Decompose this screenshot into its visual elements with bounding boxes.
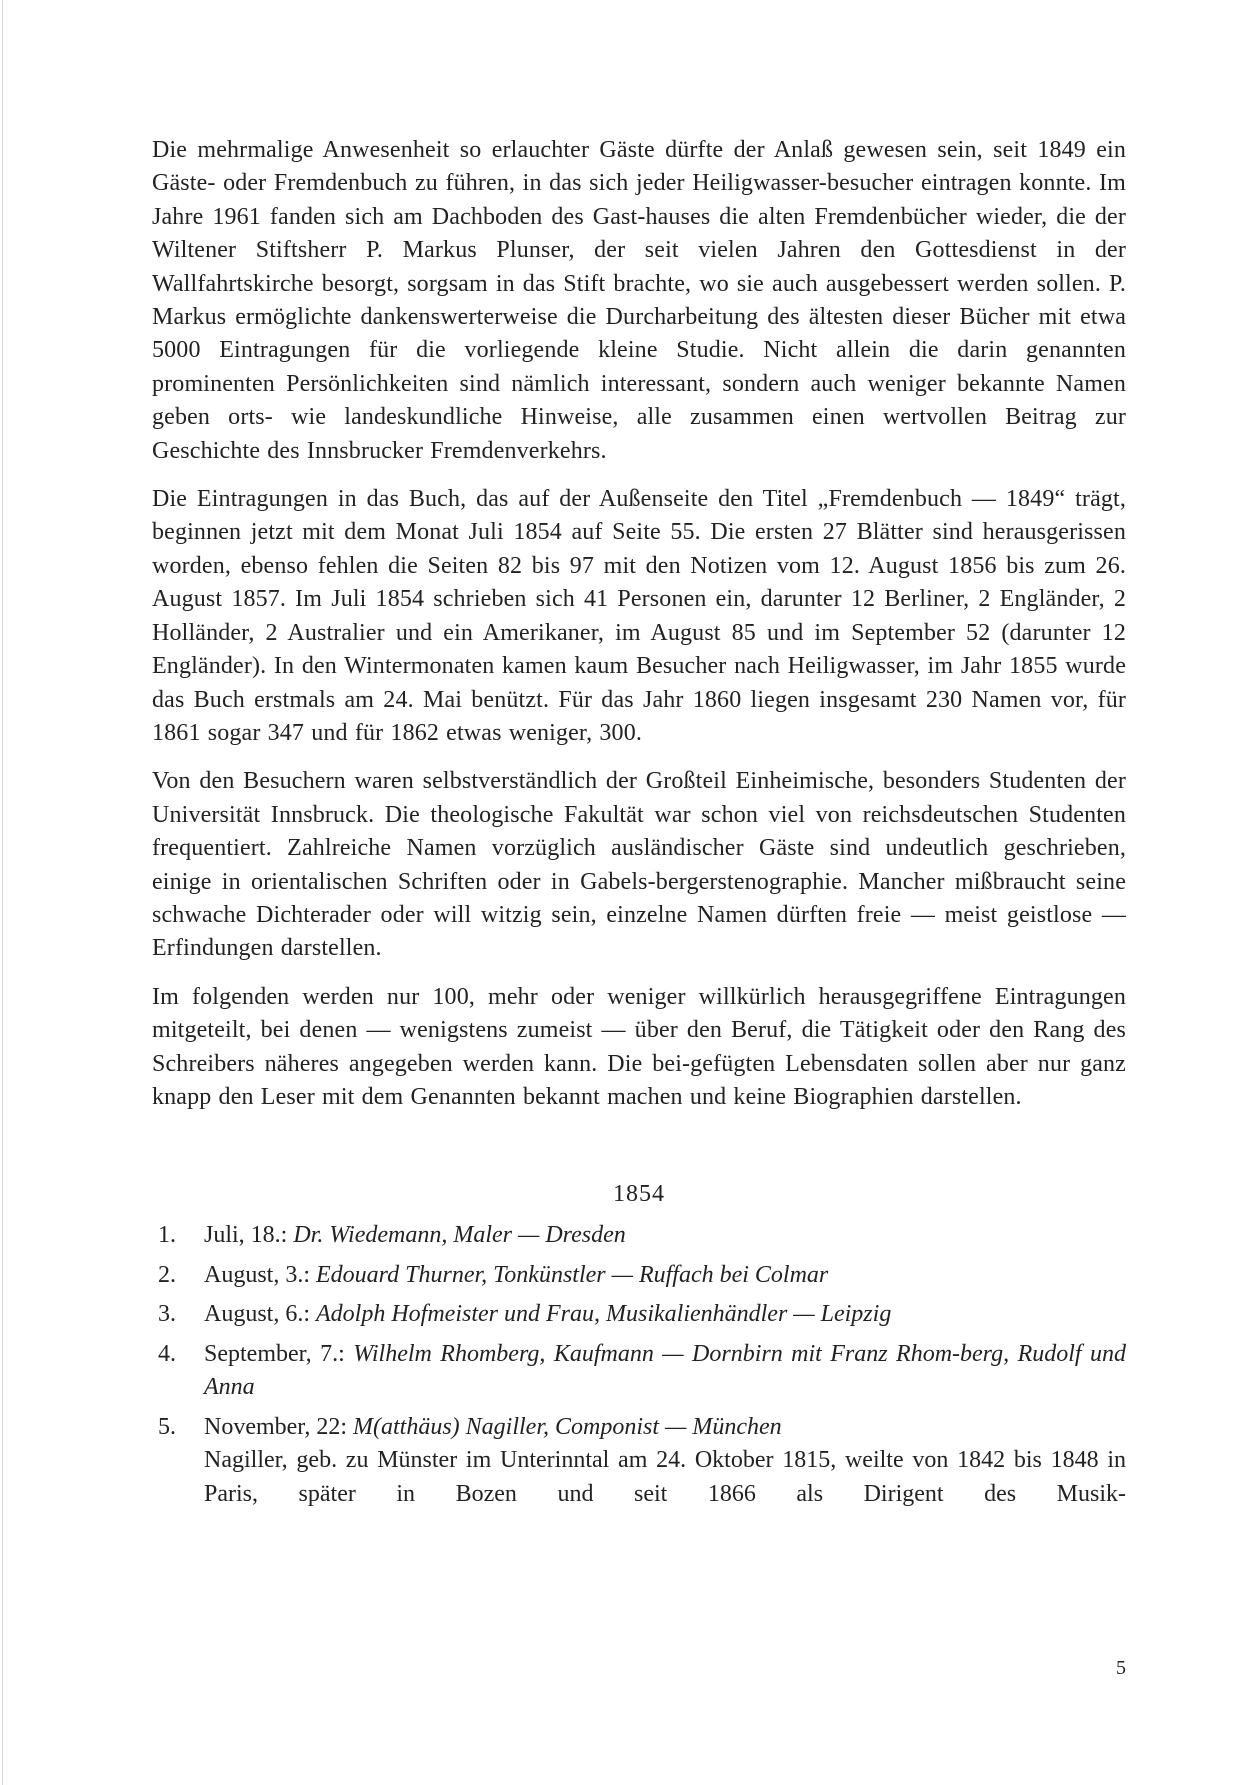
entry-number: 1. [158, 1222, 176, 1249]
list-item [152, 1338, 1126, 1405]
entry-text: Adolph Hofmeister und Frau, Musikalienhändler — Leipzig [316, 1301, 892, 1328]
entry-body [204, 1411, 1126, 1445]
entry-text: Wilhelm Rhomberg, Kaufmann — Dornbirn mit Franz Rhom-berg, Rudolf und Anna [204, 1340, 1126, 1401]
page-number: 5 [1116, 1657, 1126, 1679]
entry-body [204, 1219, 1126, 1253]
list-item [152, 1411, 1126, 1512]
entry-text: M(atthäus) Nagiller, Componist — München [353, 1413, 782, 1440]
paragraph-3: Von den Besuchern waren selbstverständlich der Großteil Einheimische, besonders Studenten der Universität Innsbruck. Die theologische Fakultät war schon viel von reichsdeutschen Studenten frequentiert. Zahlreiche Namen vorzüglich ausländischer Gäste sind undeutlich geschrieben, einige in orientalischen Schriften oder in Gabels-bergerstenographie. Mancher mißbraucht seine schwache Dichterader oder will witzig sein, einzelne Namen dürften freie — meist geistlose — Erfindungen darstellen. [152, 768, 1126, 962]
entry-date: November, 22: [204, 1413, 354, 1440]
year-heading: 1854 [613, 1181, 665, 1208]
list-item [152, 1219, 1126, 1253]
entry-body [204, 1259, 1126, 1293]
list-item [152, 1298, 1126, 1332]
entry-note: Nagiller, geb. zu Münster im Unterinntal am 24. Oktober 1815, weilte von 1842 bis 1848 in Paris, später in Bozen und seit 1866 als Dirigent des Musik- [204, 1447, 1126, 1507]
entry-number: 4. [158, 1340, 176, 1367]
document-page [152, 134, 1126, 1517]
paragraph-2: Die Eintragungen in das Buch, das auf der Außenseite den Titel „Fremdenbuch — 1849“ trägt, beginnen jetzt mit dem Monat Juli 1854 auf Seite 55. Die ersten 27 Blätter sind herausgerissen worden, ebenso fehlen die Seiten 82 bis 97 mit den Notizen vom 12. August 1856 bis zum 26. August 1857. Im Juli 1854 schrieben sich 41 Personen ein, darunter 12 Berliner, 2 Engländer, 2 Holländer, 2 Australier und ein Amerikaner, im August 85 und im September 52 (darunter 12 Engländer). In den Wintermonaten kamen kaum Besucher nach Heiligwasser, im Jahr 1855 wurde das Buch erstmals am 24. Mai benützt. Für das Jahr 1860 liegen insgesamt 230 Namen vor, für 1861 sogar 347 und für 1862 etwas weniger, 300. [152, 486, 1126, 746]
entry-body [204, 1338, 1126, 1405]
entry-number: 2. [158, 1261, 176, 1288]
entry-list [152, 1219, 1126, 1511]
entry-text: Edouard Thurner, Tonkünstler — Ruffach bei Colmar [316, 1261, 829, 1288]
entry-text: Dr. Wiedemann, Maler — Dresden [293, 1222, 626, 1249]
paragraph-4: Im folgenden werden nur 100, mehr oder weniger willkürlich herausgegriffene Eintragungen mitgeteilt, bei denen — wenigstens zumeist — über den Beruf, die Tätigkeit oder den Rang des Schreibers näheres angegeben werden kann. Die bei-gefügten Lebensdaten sollen aber nur ganz knapp den Leser mit dem Genannten bekannt machen und keine Biographien darstellen. [152, 983, 1126, 1110]
page-edge-rule [2, 0, 3, 1785]
paragraph-1: Die mehrmalige Anwesenheit so erlauchter Gäste dürfte der Anlaß gewesen sein, seit 1849 ein Gäste- oder Fremdenbuch zu führen, in das sich jeder Heiligwasser-besucher eintragen konnte. Im Jahre 1961 fanden sich am Dachboden des Gast-hauses die alten Fremdenbücher wieder, die der Wiltener Stiftsherr P. Markus Plunser, der seit vielen Jahren den Gottesdienst in der Wallfahrtskirche besorgt, sorgsam in das Stift brachte, wo sie auch ausgebessert werden sollen. P. Markus ermöglichte dankenswerterweise die Durcharbeitung des ältesten dieser Bücher mit etwa 5000 Eintragungen für die vorliegende kleine Studie. Nicht allein die darin genannten prominenten Persönlichkeiten sind nämlich interessant, sondern auch weniger bekannte Namen geben orts- wie landeskundliche Hinweise, alle zusammen einen wertvollen Beitrag zur Geschichte des Innsbrucker Fremdenverkehrs. [152, 137, 1126, 464]
entry-date: September, 7.: [204, 1340, 354, 1367]
entry-body [204, 1298, 1126, 1332]
entry-date: August, 3.: [204, 1261, 317, 1288]
list-item [152, 1259, 1126, 1293]
entry-number: 5. [158, 1413, 176, 1440]
entry-number: 3. [158, 1301, 176, 1328]
entry-date: August, 6.: [204, 1301, 317, 1328]
entry-date: Juli, 18.: [204, 1222, 294, 1249]
